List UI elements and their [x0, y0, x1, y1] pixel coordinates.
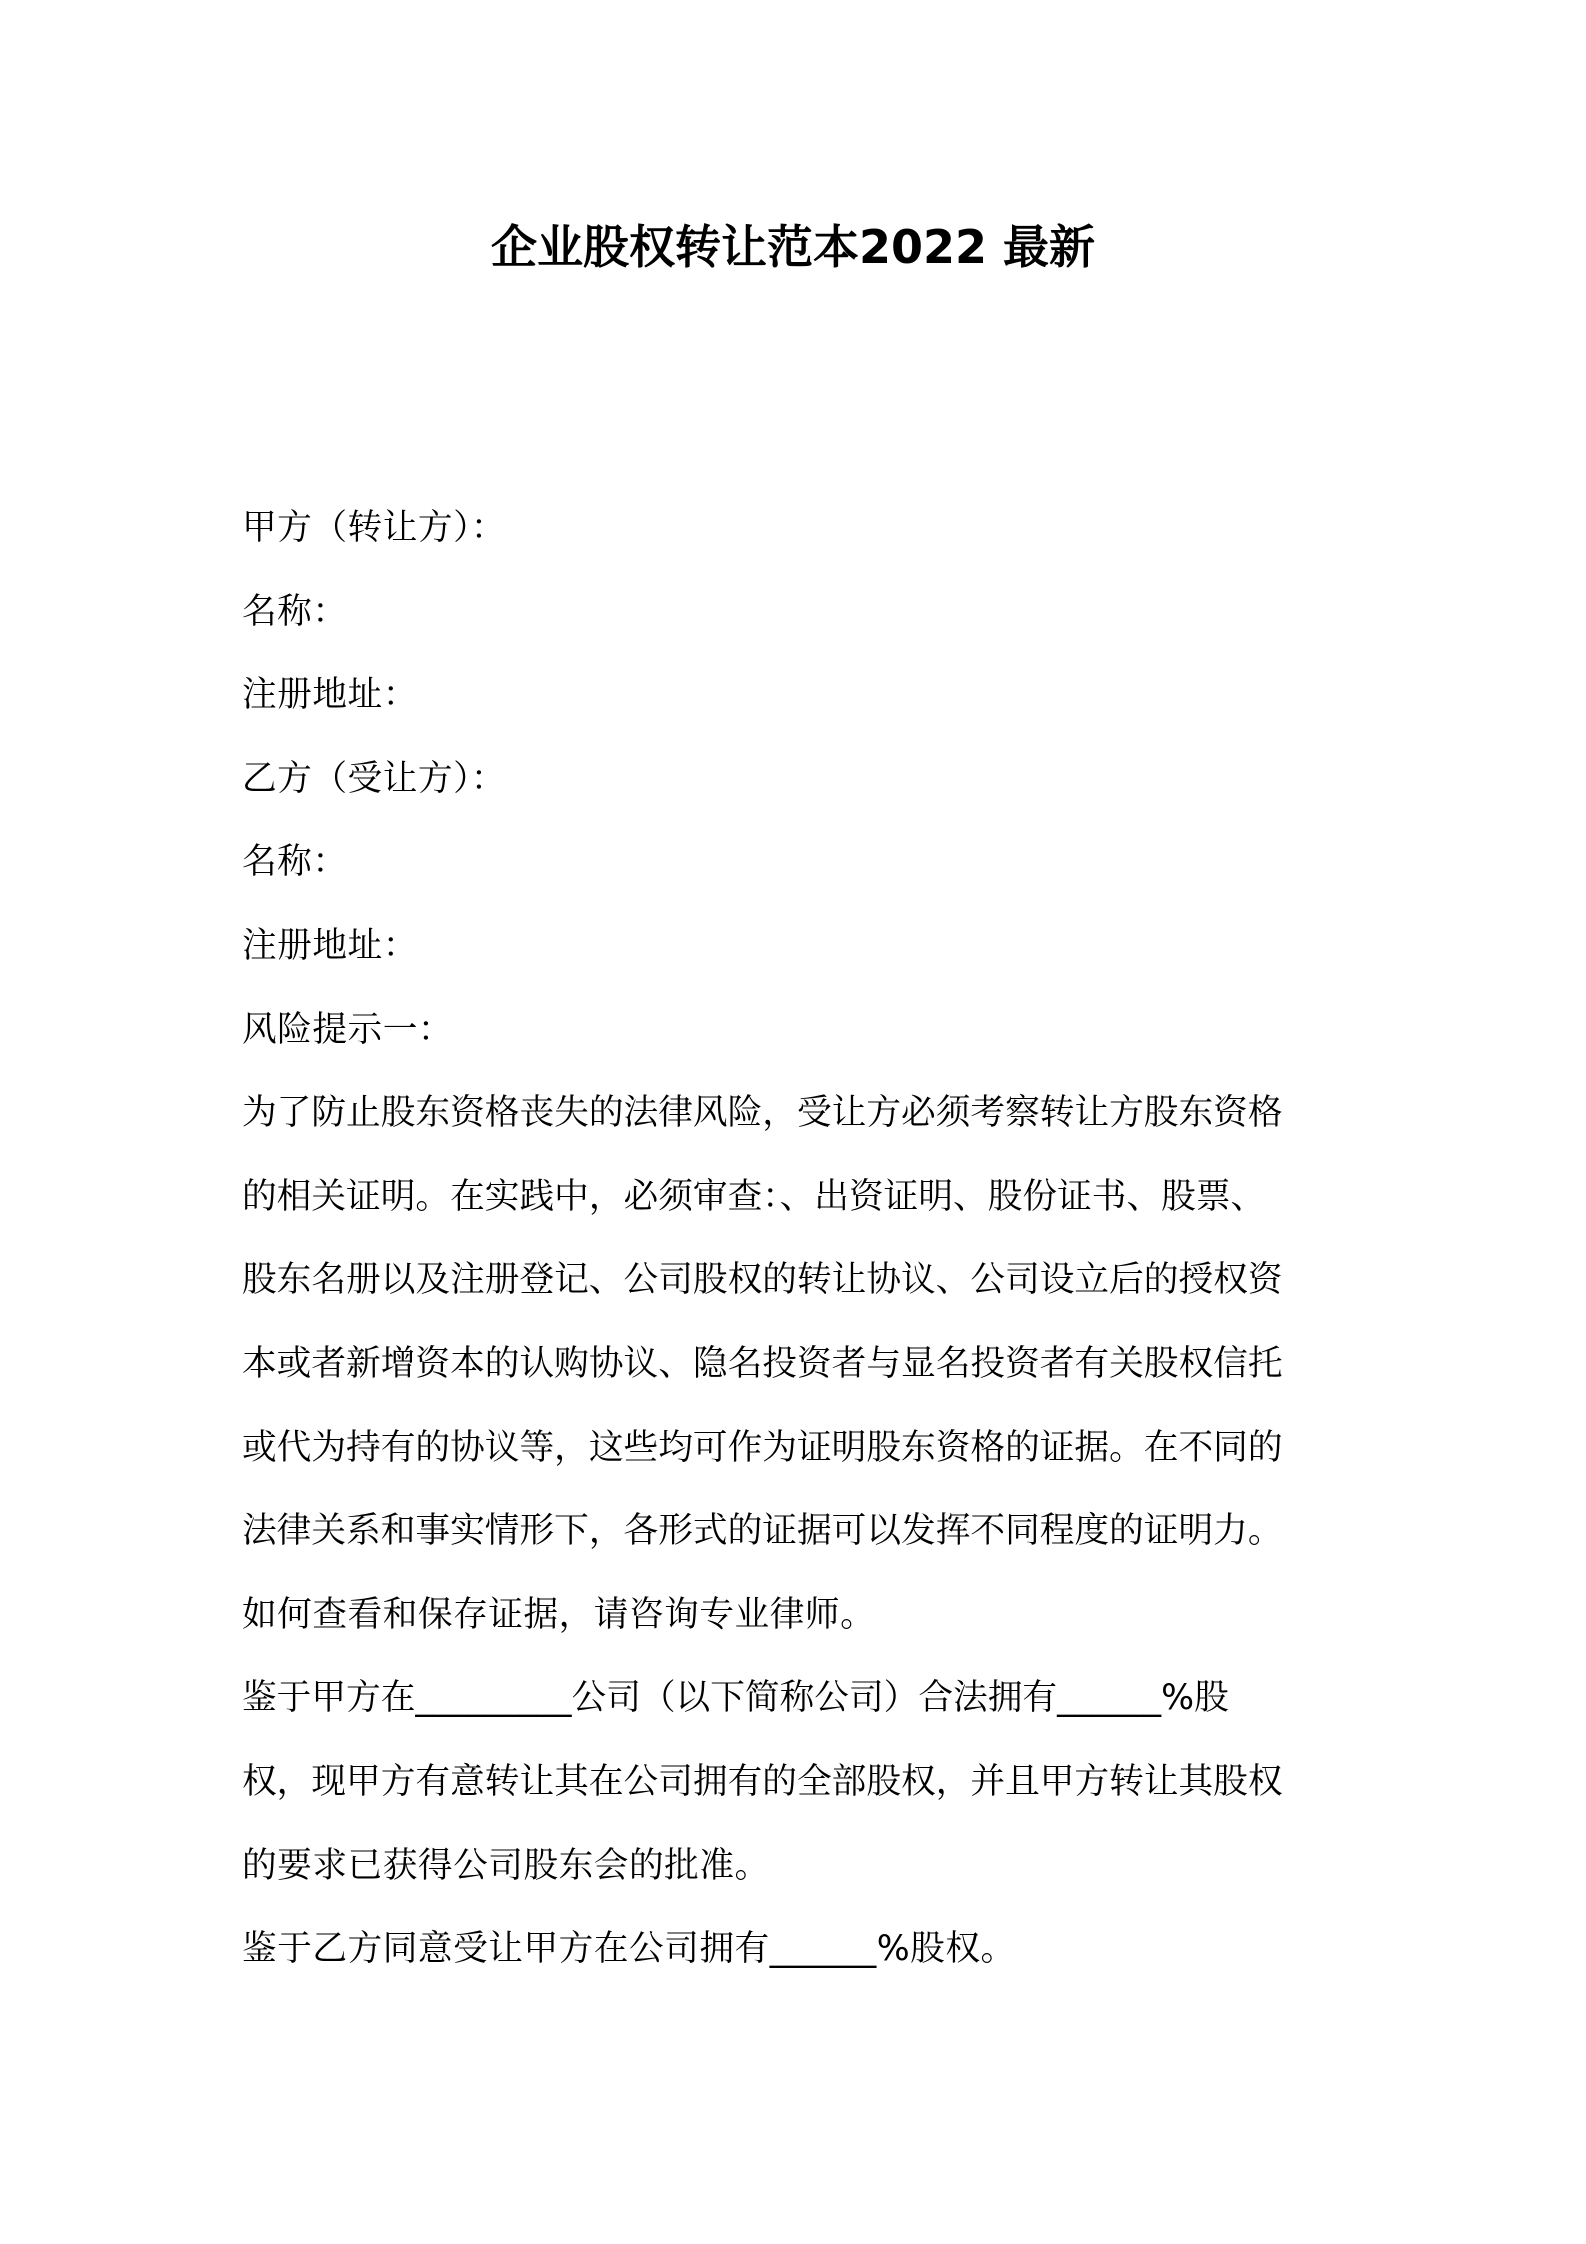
risk-paragraph-line-6: 法律关系和事实情形下，各形式的证据可以发挥不同程度的证明力。: [242, 1511, 1283, 1552]
document-title: 企业股权转让范本2022 最新: [490, 220, 1096, 274]
whereas-a-line-2: 权，现甲方有意转让其在公司拥有的全部股权，并且甲方转让其股权: [242, 1761, 1283, 1802]
whereas-a-line-3: 的要求已获得公司股东会的批准。: [242, 1845, 770, 1886]
party-b-address-label: 注册地址：: [242, 925, 418, 966]
risk-notice-heading: 风险提示一：: [242, 1009, 454, 1050]
party-a-name-label: 名称：: [242, 591, 348, 632]
risk-paragraph-line-7: 如何查看和保存证据，请咨询专业律师。: [242, 1594, 876, 1635]
risk-paragraph-line-3: 股东名册以及注册登记、公司股权的转让协议、公司设立后的授权资: [242, 1260, 1283, 1301]
document-body: [242, 487, 1352, 1992]
whereas-b-line-1: 鉴于乙方同意受让甲方在公司拥有______%股权。: [242, 1929, 1016, 1970]
risk-paragraph-line-2: 的相关证明。在实践中，必须审查：、出资证明、股份证书、股票、: [242, 1176, 1266, 1217]
party-a-address-label: 注册地址：: [242, 675, 418, 716]
party-b-heading: 乙方（受让方）：: [242, 758, 507, 799]
party-a-heading: 甲方（转让方）：: [242, 508, 507, 548]
risk-paragraph-line-4: 本或者新增资本的认购协议、隐名投资者与显名投资者有关股权信托: [242, 1343, 1283, 1384]
whereas-a-line-1: 鉴于甲方在_________公司（以下简称公司）合法拥有______%股: [242, 1678, 1229, 1719]
risk-paragraph-line-5: 或代为持有的协议等，这些均可作为证明股东资格的证据。在不同的: [242, 1427, 1283, 1468]
party-b-name-label: 名称：: [242, 842, 348, 883]
risk-paragraph-line-1: 为了防止股东资格丧失的法律风险，受让方必须考察转让方股东资格: [242, 1093, 1283, 1134]
